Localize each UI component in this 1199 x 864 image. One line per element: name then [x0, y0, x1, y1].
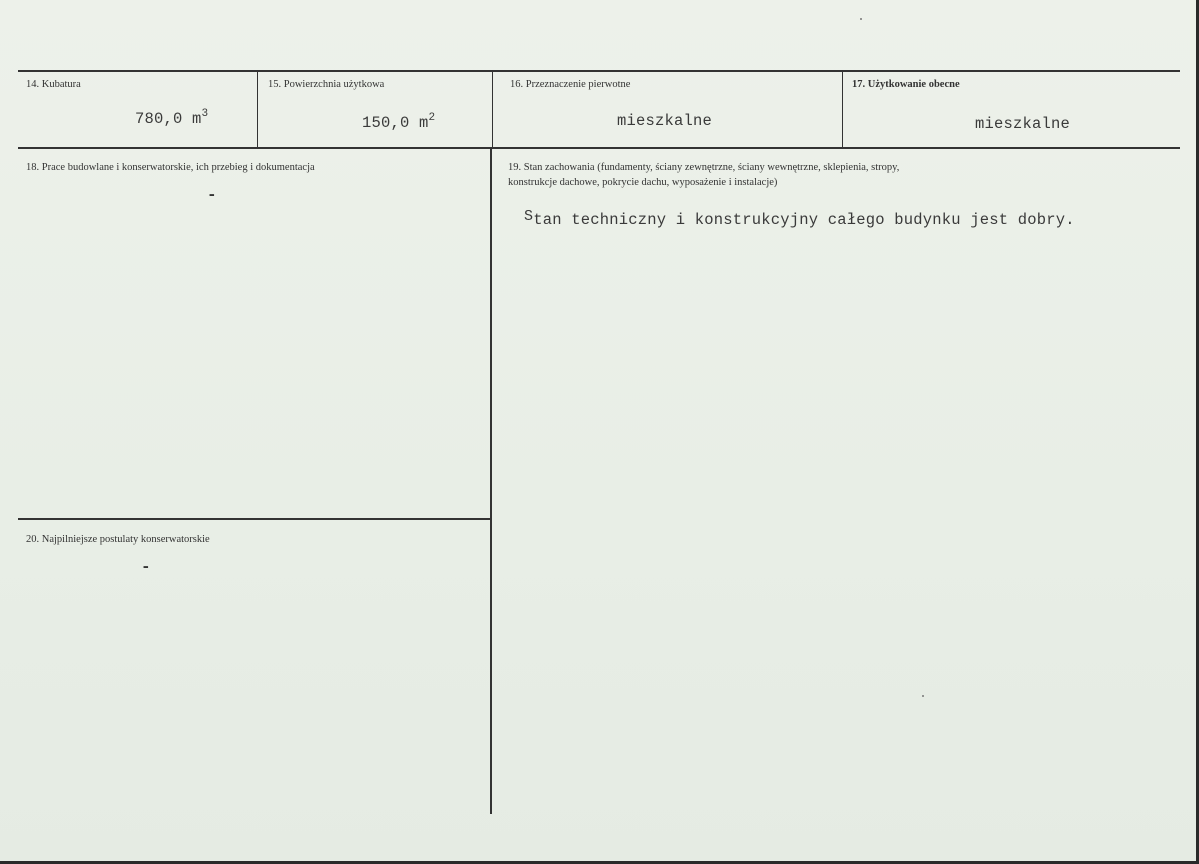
powierzchnia-exponent: 2: [428, 112, 436, 124]
paper-speck: [922, 695, 924, 697]
uzytkowanie-label: 17. Użytkowanie obecne: [852, 79, 960, 90]
stan-zachowania-initial: S: [524, 208, 534, 225]
przeznaczenie-value: mieszkalne: [617, 112, 713, 130]
prace-budowlane-value: -: [207, 186, 217, 204]
row1-bottom-rule: [18, 147, 1180, 149]
top-rule: [18, 70, 1180, 72]
uzytkowanie-value: mieszkalne: [975, 115, 1071, 133]
kubatura-value: 780,0 $m^3$: [135, 108, 209, 128]
postulaty-label: 20. Najpilniejsze postulaty konserwatorskie: [26, 534, 210, 545]
powierzchnia-label: 15. Powierzchnia użytkowa: [268, 79, 385, 90]
postulaty-value: -: [141, 558, 151, 576]
stan-zachowania-text: tan techniczny i konstrukcyjny całego budynku jest dobry.: [533, 211, 1075, 229]
paper-speck: [860, 18, 862, 20]
stan-zachowania-value: [524, 208, 1075, 229]
kubatura-label: 14. Kubatura: [26, 79, 81, 90]
prace-budowlane-label: 18. Prace budowlane i konserwatorskie, ich przebieg i dokumentacja: [26, 162, 315, 173]
main-vertical-divider: [490, 148, 492, 814]
kubatura-exponent: 3: [201, 108, 209, 120]
row1-divider-3: [842, 71, 843, 148]
przeznaczenie-label: 16. Przeznaczenie pierwotne: [510, 79, 631, 90]
section-18-bottom-rule: [18, 518, 490, 520]
stan-zachowania-label-line2: konstrukcje dachowe, pokrycie dachu, wyposażenie i instalacje): [508, 177, 778, 188]
row1-divider-2: [492, 71, 493, 148]
row1-divider-1: [257, 71, 258, 148]
powierzchnia-value: 150,0 $m^2$: [362, 112, 436, 132]
stan-zachowania-label-line1: 19. Stan zachowania (fundamenty, ściany zewnętrzne, ściany wewnętrzne, sklepienia, stropy,: [508, 162, 900, 173]
